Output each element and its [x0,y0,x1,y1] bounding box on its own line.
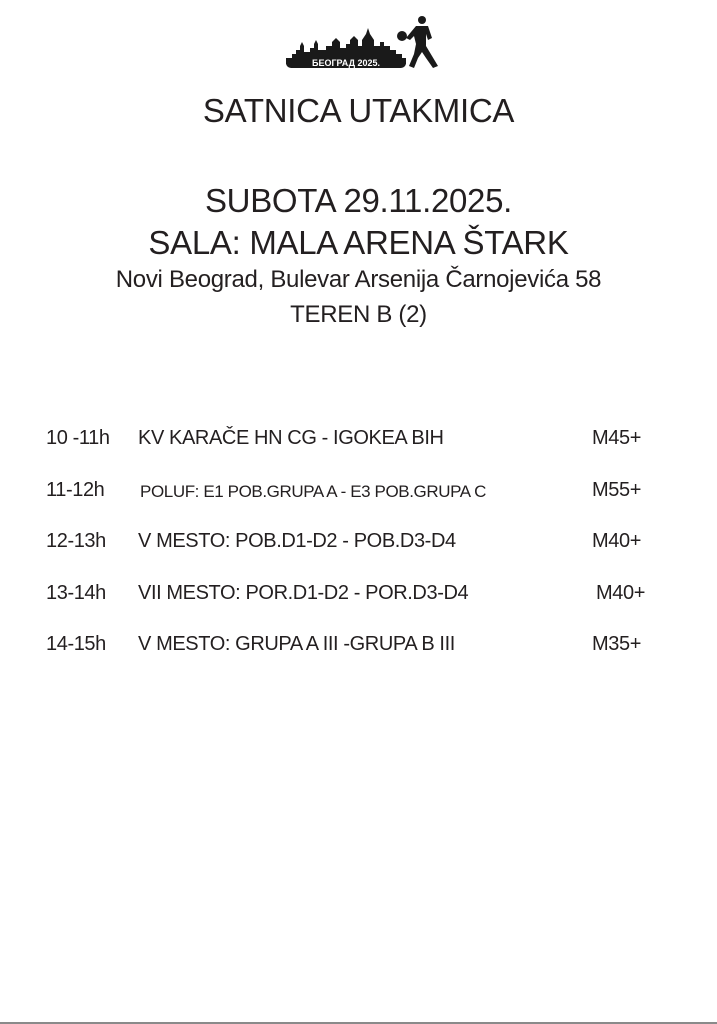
match-time: 14-15h [46,633,106,655]
match-schedule [0,423,717,681]
match-teams: POLUF: E1 POB.GRUPA A - E3 POB.GRUPA C [140,481,487,501]
match-category: M55+ [592,478,641,501]
court-label: TEREN B (2) [290,301,427,328]
event-date: SUBOTA 29.11.2025. [204,182,513,219]
match-teams: V MESTO: GRUPA A III -GRUPA B III [138,633,455,655]
belgrade-skyline-basketball-player-logo-icon [282,14,448,70]
event-logo [282,14,448,70]
match-teams: KV KARAČE HN CG - IGOKEA BIH [138,427,444,449]
match-time: 10 -11h [46,427,110,449]
venue-address: Novi Beograd, Bulevar Arsenija Čarnojevića 58 [115,266,602,293]
schedule-row [0,475,717,527]
venue-name: SALA: MALA ARENA ŠTARK [148,224,569,261]
match-time: 11-12h [46,478,105,501]
match-category: M40+ [592,530,641,552]
match-teams: VII MESTO: POR.D1-D2 - POR.D3-D4 [138,581,469,604]
schedule-row [0,526,717,578]
match-category: M40+ [596,581,645,604]
match-teams: V MESTO: POB.D1-D2 - POB.D3-D4 [138,530,456,552]
match-time: 13-14h [46,581,106,604]
logo-text: БЕОГРАД 2025. [311,58,381,68]
match-time: 12-13h [46,530,106,552]
match-category: M35+ [592,633,641,655]
match-category: M45+ [592,427,641,449]
page-title: SATNICA UTAKMICA [202,92,515,129]
schedule-row [0,423,717,475]
schedule-row [0,629,717,681]
schedule-row [0,578,717,630]
